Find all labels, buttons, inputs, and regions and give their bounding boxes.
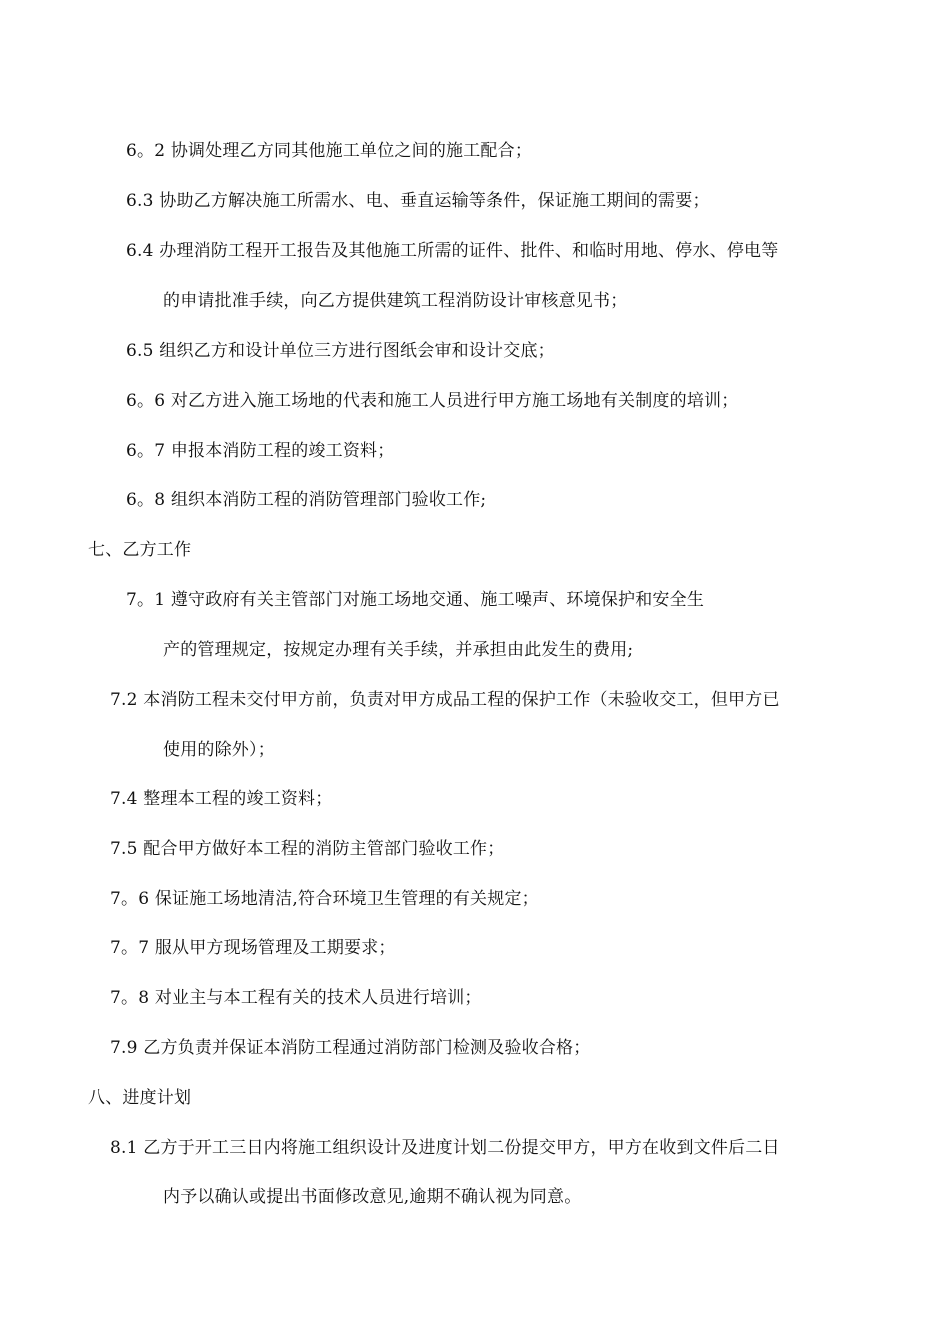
clause-7-9: 7.9 乙方负责并保证本消防工程通过消防部门检测及验收合格；: [110, 1038, 591, 1058]
clause-6-4-continued: 的申请批准手续，向乙方提供建筑工程消防设计审核意见书；: [163, 291, 628, 311]
clause-6-6: 6。6 对乙方进入施工场地的代表和施工人员进行甲方施工场地有关制度的培训；: [126, 391, 739, 411]
clause-7-8: 7。8 对业主与本工程有关的技术人员进行培训；: [110, 988, 482, 1008]
clause-8-1-continued: 内予以确认或提出书面修改意见,逾期不确认视为同意。: [163, 1187, 582, 1207]
clause-7-2: 7.2 本消防工程未交付甲方前，负责对甲方成品工程的保护工作（未验收交工，但甲方已: [110, 690, 780, 710]
clause-7-4: 7.4 整理本工程的竣工资料；: [110, 789, 333, 809]
clause-6-2: 6。2 协调处理乙方同其他施工单位之间的施工配合；: [126, 141, 533, 161]
clause-7-7: 7。7 服从甲方现场管理及工期要求；: [110, 938, 396, 958]
clause-6-4: 6.4 办理消防工程开工报告及其他施工所需的证件、批件、和临时用地、停水、停电等: [126, 241, 779, 261]
clause-8-1: 8.1 乙方于开工三日内将施工组织设计及进度计划二份提交甲方，甲方在收到文件后二日: [110, 1138, 780, 1158]
clause-6-8: 6。8 组织本消防工程的消防管理部门验收工作;: [126, 490, 487, 510]
clause-6-7: 6。7 申报本消防工程的竣工资料；: [126, 441, 395, 461]
clause-7-6: 7。6 保证施工场地清洁,符合环境卫生管理的有关规定；: [110, 889, 539, 909]
clause-7-1: 7。1 遵守政府有关主管部门对施工场地交通、施工噪声、环境保护和安全生: [126, 590, 705, 610]
clause-7-2-continued: 使用的除外）；: [163, 740, 275, 760]
clause-6-3: 6.3 协助乙方解决施工所需水、电、垂直运输等条件，保证施工期间的需要；: [126, 191, 710, 211]
section-heading-7: 七、乙方工作: [88, 540, 192, 560]
clause-7-5: 7.5 配合甲方做好本工程的消防主管部门验收工作；: [110, 839, 505, 859]
clause-6-5: 6.5 组织乙方和设计单位三方进行图纸会审和设计交底；: [126, 341, 555, 361]
clause-7-1-continued: 产的管理规定，按规定办理有关手续，并承担由此发生的费用;: [163, 640, 634, 660]
section-heading-8: 八、进度计划: [88, 1088, 192, 1108]
